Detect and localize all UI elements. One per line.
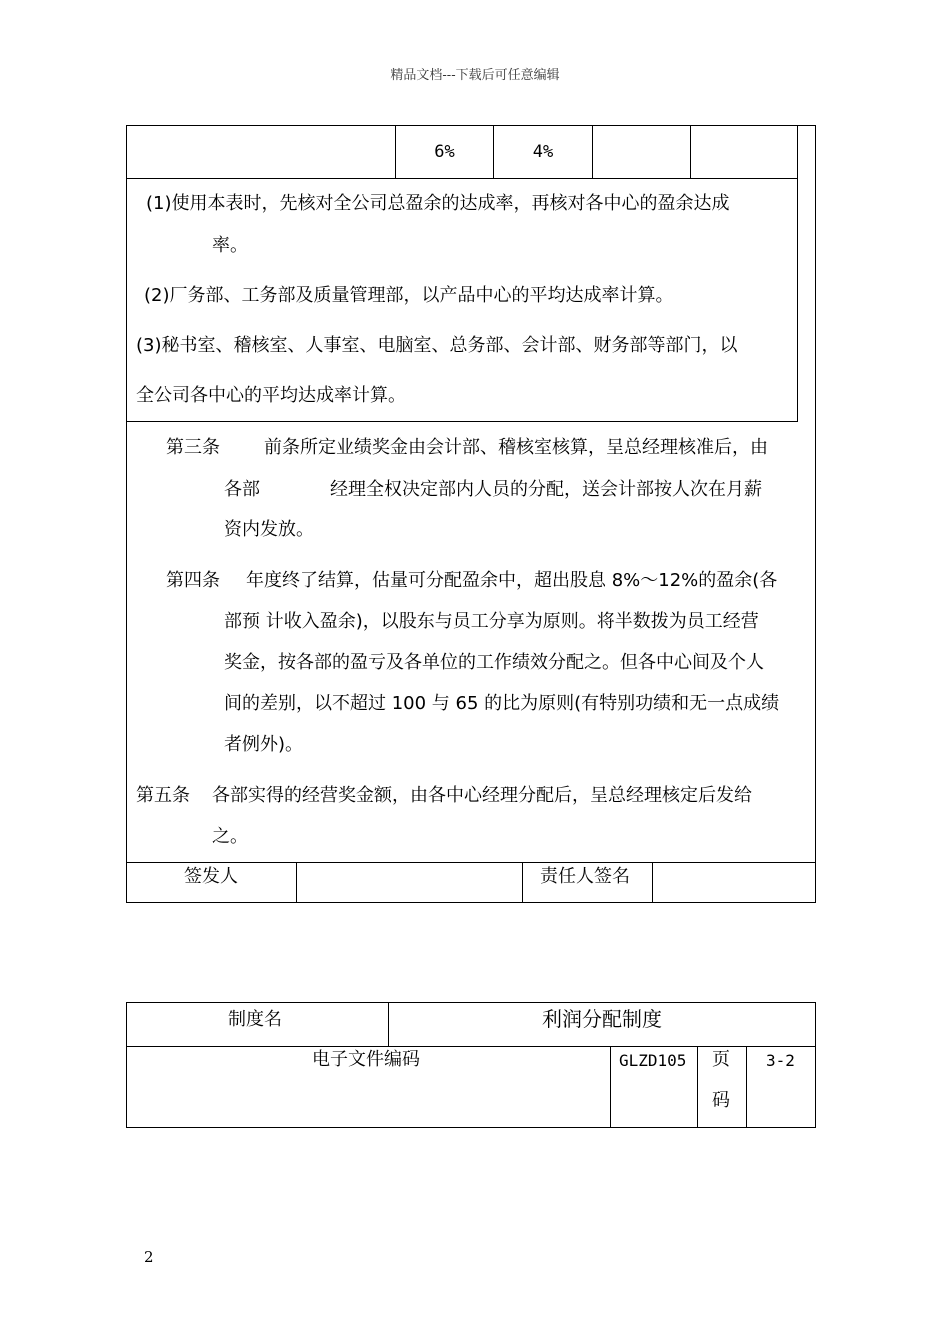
rate-cell-2: 4% <box>532 142 554 162</box>
article-5-label: 第五条 <box>136 785 190 806</box>
page-label-char-2: 码 <box>712 1090 730 1111</box>
page-number: 2 <box>144 1248 154 1266</box>
note-3-line-2: 全公司各中心的平均达成率计算。 <box>136 385 406 406</box>
article-3-line-2b: 经理全权决定部内人员的分配，送会计部按人次在月薪 <box>330 479 762 500</box>
article-4-line-2: 部预 计收入盈余)，以股东与员工分享为原则。将半数拨为员工经营 <box>224 611 759 632</box>
article-4-line-3: 奖金，按各部的盈亏及各单位的工作绩效分配之。但各中心间及个人 <box>224 652 764 673</box>
article-4-line-1: 年度终了结算，估量可分配盈余中，超出股息 8%～12%的盈余(各 <box>246 570 778 591</box>
page-code-value: 3-2 <box>766 1051 795 1070</box>
rate-cell-1: 6% <box>434 142 455 162</box>
article-5-line-1: 各部实得的经营奖金额，由各中心经理分配后，呈总经理核定后发给 <box>212 785 752 806</box>
responsible-signature-label: 责任人签名 <box>540 866 630 887</box>
regulation-name-label: 制度名 <box>228 1009 282 1030</box>
file-code-label: 电子文件编码 <box>312 1049 420 1070</box>
note-2: (2)厂务部、工务部及质量管理部，以产品中心的平均达成率计算。 <box>144 285 674 306</box>
regulation-name-value: 利润分配制度 <box>542 1007 662 1031</box>
page-header: 精品文档---下载后可任意编辑 <box>390 68 560 83</box>
file-code-value: GLZD105 <box>619 1051 687 1070</box>
note-3-line-1: (3)秘书室、稽核室、人事室、电脑室、总务部、会计部、财务部等部门，以 <box>136 335 738 356</box>
article-5-line-2: 之。 <box>212 826 248 847</box>
article-3-line-2a: 各部 <box>224 479 260 500</box>
article-3-line-1: 前条所定业绩奖金由会计部、稽核室核算，呈总经理核准后，由 <box>264 437 768 458</box>
page-label-char-1: 页 <box>712 1049 730 1070</box>
note-1-line-2: 率。 <box>212 235 248 256</box>
issuer-label: 签发人 <box>184 866 238 887</box>
note-1-line-1: (1)使用本表时，先核对全公司总盈余的达成率，再核对各中心的盈余达成 <box>146 193 730 214</box>
article-3-label: 第三条 <box>166 437 220 458</box>
article-3-line-3: 资内发放。 <box>224 519 314 540</box>
article-4-label: 第四条 <box>166 570 220 591</box>
article-4-line-4: 间的差别，以不超过 100 与 65 的比为原则(有特别功绩和无一点成绩 <box>224 693 780 714</box>
article-4-line-5: 者例外)。 <box>224 734 304 755</box>
